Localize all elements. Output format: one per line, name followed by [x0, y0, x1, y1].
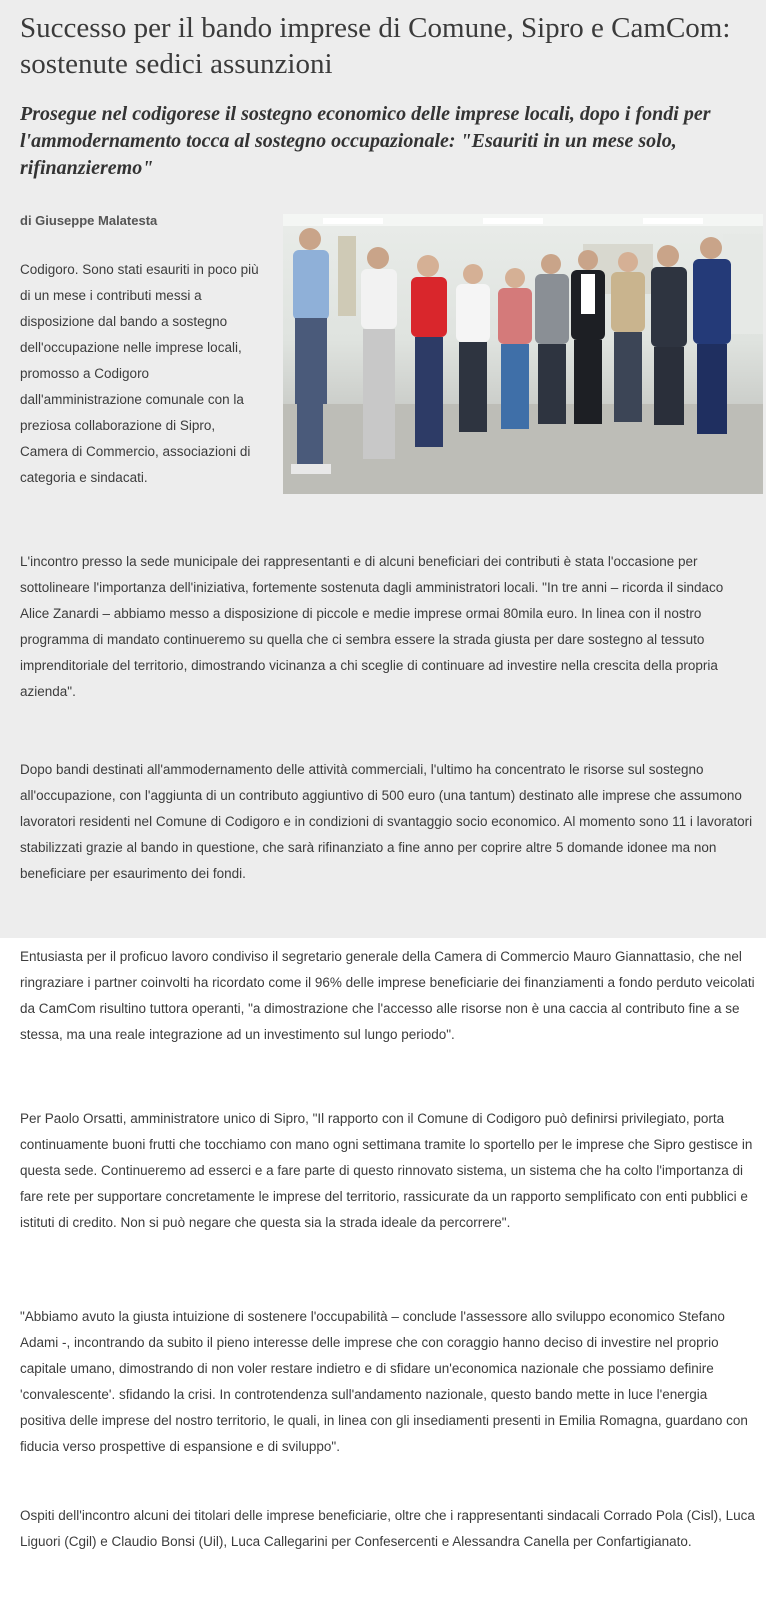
article-paragraph: L'incontro presso la sede municipale dei rappresentanti e di alcuni beneficiari dei contributi è stata l'occasione per sottolineare l'importanza dell'iniziativa, fortemente sostenuta dagli amministratori locali. "In tre anni – ricorda il sindaco Alice Zanardi – abbiamo messo a disposizione di piccole e medie imprese ormai 80mila euro. In linea con il nostro programma di mandato continueremo su quella che ci sembra essere la strada giusta per dare sostegno al tessuto imprenditoriale del territorio, dimostrando vicinanza a chi sceglie di continuare ad investire nella crescita della propria azienda". — [20, 554, 724, 699]
article-paragraph: Entusiasta per il proficuo lavoro condiviso il segretario generale della Camera di Commercio Mauro Giannattasio, che nel ringraziare i partner coinvolti ha ricordato come il 96% delle imprese beneficiarie dei finanziamenti a fondo perduto veicolati da CamCom risultino tuttora operanti, "a dimostrazione che l'accesso alle risorse non è una caccia al contributo fine a se stessa, ma una reale integrazione ad un investimento sul lungo periodo". — [20, 949, 755, 1042]
article-paragraph: Dopo bandi destinati all'ammodernamento delle attività commerciali, l'ultimo ha concentrato le risorse sul sostegno all'occupazione, con l'aggiunta di un contributo aggiuntivo di 500 euro (una tantum) destinato alle imprese che assumono lavoratori residenti nel Comune di Codigoro e in condizioni di svantaggio socio economico. Al momento sono 11 i lavoratori stabilizzati grazie al bando in questione, che sarà rifinanziato a fine anno per coprire altre 5 domande idonee ma non beneficiare per esaurimento dei fondi. — [20, 762, 753, 881]
article-author: di Giuseppe Malatesta — [20, 213, 158, 228]
article-headline: Successo per il bando imprese di Comune, Sipro e CamCom: sostenute sedici assunzioni — [20, 12, 731, 80]
article-subheadline: Prosegue nel codigorese il sostegno economico delle imprese locali, dopo i fondi per l'ammodernamento tocca al sostegno occupazionale: "Esauriti in un mese solo, rifinanzieremo" — [20, 103, 711, 179]
article-paragraph: Per Paolo Orsatti, amministratore unico di Sipro, "Il rapporto con il Comune di Codigoro può definirsi privilegiato, porta continuamente buoni frutti che tocchiamo con mano ogni settimana tramite lo sportello per le imprese che Sipro gestisce in questa sede. Continueremo ad esserci e a fare parte di questo rinnovato sistema, un sistema che ha colto l'importanza di fare rete per supportare concretamente le imprese del territorio, rassicurate da un rapporto semplificato con enti pubblici e istituti di credito. Non si può negare che questa sia la strada ideale da percorrere". — [20, 1111, 753, 1230]
article-paragraph: Codigoro. Sono stati esauriti in poco più di un mese i contributi messi a disposizione dal bando a sostegno dell'occupazione nelle imprese locali, promosso a Codigoro dall'amministrazione comunale con la preziosa collaborazione di Sipro, Camera di Commercio, associazioni di categoria e sindacati. — [20, 262, 259, 485]
group-photo — [283, 214, 763, 494]
article-paragraph: "Abbiamo avuto la giusta intuizione di sostenere l'occupabilità – conclude l'assessore allo sviluppo economico Stefano Adami -, incontrando da subito il pieno interesse delle imprese che con coraggio hanno deciso di investire nel proprio capitale umano, dimostrando di non voler restare indietro e di sfidare un'economica nazionale che possiamo definire 'convalescente'. sfidando la crisi. In controtendenza sull'andamento nazionale, questo bando mette in luce l'energia positiva delle imprese del nostro territorio, le quali, in linea con gli insediamenti presenti in Emilia Romagna, guardano con fiducia verso prospettive di espansione e di sviluppo". — [20, 1309, 748, 1454]
article-paragraph: Ospiti dell'incontro alcuni dei titolari delle imprese beneficiarie, oltre che i rappresentanti sindacali Corrado Pola (Cisl), Luca Liguori (Cgil) e Claudio Bonsi (Uil), Luca Callegarini per Confesercenti e Alessandra Canella per Confartigianato. — [20, 1508, 755, 1549]
